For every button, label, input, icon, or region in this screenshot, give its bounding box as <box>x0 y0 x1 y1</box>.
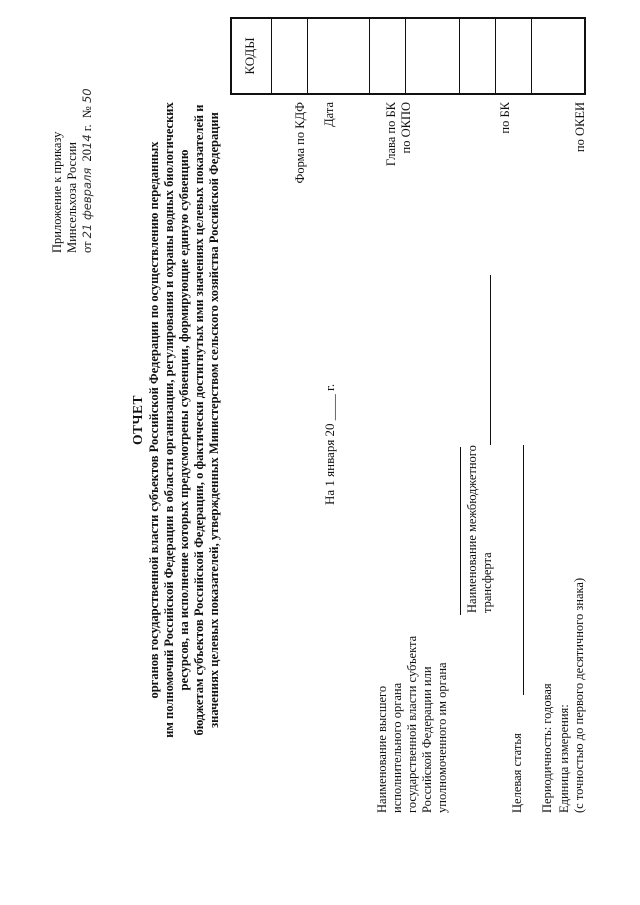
units-note: (с точностью до первого десятичного знака) <box>572 577 586 813</box>
code-label-glava: Глава по БК <box>384 102 398 167</box>
appendix-block <box>50 13 95 253</box>
code-label-okpo: по ОКПО <box>399 102 413 154</box>
target-article-label: Целевая статья <box>510 733 524 813</box>
code-label-form: Форма по КДФ <box>293 102 307 184</box>
transfer-name-label: Наименование межбюджетного трансферта <box>465 445 494 613</box>
appendix-date-handwritten: 21 февраля <box>80 167 94 239</box>
report-title-line: бюджетам субъектов Российской Федерации, о фактически достигнутых ими значениях целевых показателей и <box>192 104 206 736</box>
code-cell-okpo[interactable] <box>406 19 460 93</box>
report-title-line: ресурсов, на исполнение которых предусмотрены субвенции, формирующие единую субвенцию <box>177 149 191 691</box>
codes-table-header: КОДЫ <box>232 19 272 93</box>
org-name-field[interactable] <box>460 447 461 615</box>
report-heading: ОТЧЕТ <box>130 395 145 445</box>
report-title-line: значениях целевых показателей, утвержденных Министерством сельского хозяйства Российской Федерации <box>207 112 221 728</box>
report-title <box>130 85 222 755</box>
code-label-okei: по ОКЕИ <box>573 102 587 153</box>
code-cell-date[interactable] <box>308 19 370 93</box>
code-label-date: Дата <box>322 102 336 127</box>
appendix-line-2: Минсельхоза России <box>65 142 79 253</box>
org-name-label: Наименование высшего исполнительного органа государственной власти субъекта Российской Федерации или уполномоченного им органа <box>375 635 449 813</box>
code-cell-okei[interactable] <box>532 19 584 93</box>
code-cell-form[interactable] <box>272 19 308 93</box>
appendix-date-prefix: от <box>80 241 94 253</box>
appendix-date-line <box>80 13 95 253</box>
units-label: Единица измерения: <box>557 704 571 813</box>
report-title-line: им полномочий Российской Федерации в области организации, регулирования и охраны водных биологических <box>162 102 176 738</box>
appendix-number-handwritten: 50 <box>80 88 94 104</box>
report-title-line: органов государственной власти субъектов Российской Федерации по осуществлению переданных <box>147 141 161 699</box>
target-article-field[interactable] <box>523 445 524 695</box>
code-cell-glava[interactable] <box>370 19 406 93</box>
code-cell-bk[interactable] <box>460 19 496 93</box>
appendix-year-handwritten: 14 <box>80 134 94 149</box>
report-date: На 1 января 20 ____ г. <box>322 383 337 505</box>
code-cell-extra[interactable] <box>496 19 532 93</box>
appendix-line-1: Приложение к приказу <box>50 131 64 253</box>
appendix-year-suffix: г. <box>80 124 94 132</box>
appendix-year-prefix: 20 <box>80 148 94 162</box>
codes-table <box>230 17 586 95</box>
transfer-name-field[interactable] <box>490 275 491 445</box>
code-label-bk: по БК <box>498 102 512 134</box>
units-block <box>557 473 587 813</box>
periodicity-label: Периодичность: годовая <box>540 683 554 813</box>
appendix-number-label: № <box>80 106 94 119</box>
